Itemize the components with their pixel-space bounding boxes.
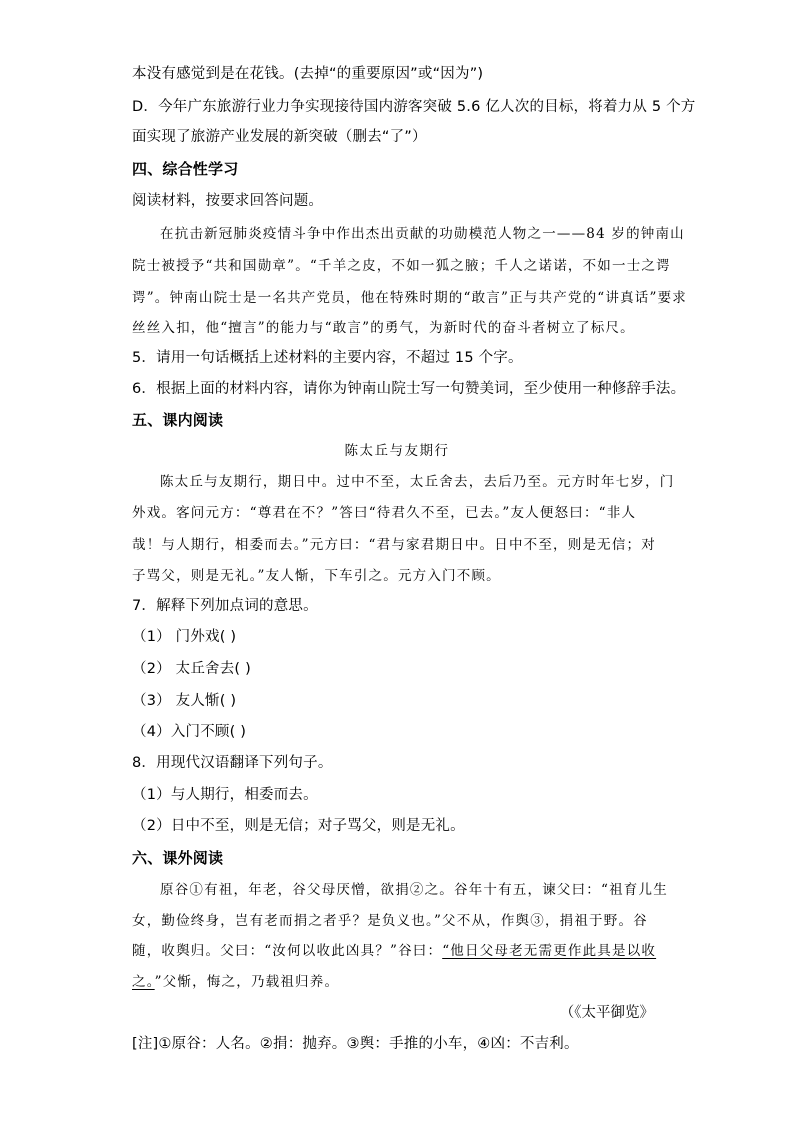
question-6: 6．根据上面的材料内容，请你为钟南山院士写一句赞美词，至少使用一种修辞手法。 [132,381,686,397]
underlined-sentence-part-2: 之。 [132,974,155,990]
section-6-heading: 六、课外阅读 [132,849,224,867]
question-8-item-2: （2）日中不至，则是无信；对子骂父，则是无礼。 [132,818,465,834]
passage-title: 陈太丘与友期行 [344,443,450,459]
extra-passage-line-1: 原谷①有祖，年老，谷父母厌憎，欲捐②之。谷年十有五，谏父曰：“祖育儿生 [160,882,668,898]
question-7: 7．解释下列加点词的意思。 [132,598,318,614]
option-d-line-1: D．今年广东旅游行业力争实现接待国内游客突破 5.6 亿人次的目标，将着力从 5 个方 [132,99,696,115]
question-5: 5．请用一句话概括上述材料的主要内容，不超过 15 个字。 [132,350,523,366]
extra-passage-line-3-text: 随，收舆归。父曰：“汝何以收此凶具？”谷曰： [132,943,443,959]
question-7-item-2: （2） 太丘舍去( ) [132,661,251,677]
passage-line-2: 外戏。客问元方：“尊君在不？”答曰“待君久不至，已去。”友人便怒曰：“非人 [132,505,637,521]
passage-line-1: 陈太丘与友期行，期日中。过中不至，太丘舍去，去后乃至。元方时年七岁，门 [160,474,675,490]
material-line-1: 在抗击新冠肺炎疫情斗争中作出杰出贡献的功勋模范人物之一——84 岁的钟南山 [160,226,685,242]
extra-passage-line-4 [132,972,339,992]
question-8: 8．用现代汉语翻译下列句子。 [132,755,333,771]
extra-passage-line-4-text: ”父惭，悔之，乃载祖归养。 [154,974,340,990]
extra-passage-line-2: 女，勤俭终身，岂有老而捐之者乎？是负义也。”父不从，作舆③，捐祖于野。谷 [132,913,648,929]
underlined-sentence-part-1: “他日父母老无需更作此具是以收 [442,943,657,959]
extra-passage-line-3 [132,941,656,961]
option-d-line-2: 面实现了旅游产业发展的新突破（删去“了”） [132,129,427,145]
passage-line-3: 哉！与人期行，相委而去。”元方曰：“君与家君期日中。日中不至，则是无信；对 [132,537,656,553]
material-line-2: 院士被授予“共和国勋章”。“千羊之皮，不如一狐之腋；千人之诺诺，不如一士之谔 [132,258,671,274]
annotation-notes: [注]①原谷：人名。②捐：抛弃。③舆：手推的小车，④凶：不吉利。 [132,1036,579,1052]
question-7-item-3: （3） 友人惭( ) [132,693,237,709]
section-4-heading: 四、综合性学习 [132,160,239,178]
material-line-3: 谔”。钟南山院士是一名共产党员，他在特殊时期的“敢言”正与共产党的“讲真话”要求 [132,290,688,306]
material-line-4: 丝丝入扣，他“擅言”的能力与“敢言”的勇气，为新时代的奋斗者树立了标尺。 [132,320,635,336]
section-5-heading: 五、课内阅读 [132,411,224,429]
source-citation: （《太平御览》 [559,1005,654,1021]
question-7-item-1: （1） 门外戏( ) [132,629,237,645]
question-8-item-1: （1）与人期行，相委而去。 [132,787,318,803]
previous-answer-fragment: 本没有感觉到是在花钱。(去掉“的重要原因”或“因为”) [132,66,484,82]
question-7-item-4: （4）入门不顾( ) [132,724,247,740]
passage-line-4: 子骂父，则是无礼。”友人惭，下车引之。元方入门不顾。 [132,568,501,584]
section-4-intro: 阅读材料，按要求回答问题。 [132,193,324,209]
